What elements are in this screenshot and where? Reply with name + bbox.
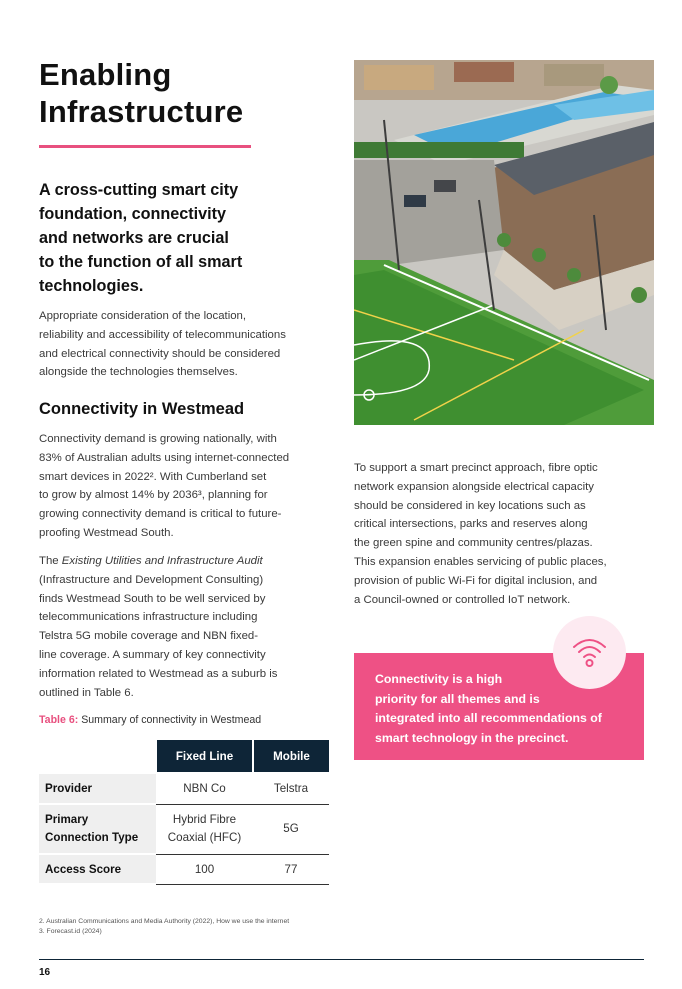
cell-score-mobile: 77: [253, 854, 329, 884]
audit-title: Existing Utilities and Infrastructure Audit: [61, 555, 263, 567]
cell-provider-mobile: Telstra: [253, 774, 329, 804]
connectivity-table: [39, 740, 329, 885]
aerial-photo: [354, 60, 654, 425]
row-label-access-score: Access Score: [39, 854, 156, 884]
connectivity-paragraph: Connectivity demand is growing nationally, with 83% of Australian adults using internet-connected smart devices in 2022². With Cumberland set to grow by almost 14% by 2036³, planning for growing connectivity demand is critical to future- proofing Westmead South.: [39, 433, 290, 539]
header-fixed-line: Fixed Line: [156, 740, 253, 772]
row-label-provider: Provider: [39, 774, 156, 804]
cell-provider-fixed: NBN Co: [156, 774, 253, 804]
page-title: [39, 56, 329, 130]
callout-text: Connectivity is a high priority for all themes and is integrated into all recommendations of smart technology in the precinct.: [375, 672, 602, 745]
table-row: [39, 804, 329, 854]
cell-connection-mobile: 5G: [253, 804, 329, 854]
footer-rule: [39, 959, 644, 960]
title-underline: [39, 145, 251, 148]
wifi-icon: [571, 634, 608, 671]
cell-connection-fixed: Hybrid Fibre Coaxial (HFC): [156, 804, 253, 854]
callout-icon-circle: [553, 616, 626, 689]
lead-statement: A cross-cutting smart city foundation, connectivity and networks are crucial to the function of all smart technologies.: [39, 181, 243, 295]
intro-paragraph: Appropriate consideration of the location, reliability and accessibility of telecommunications and electrical connectivity should be considered alongside the technologies themselves.: [39, 310, 286, 379]
footnotes: 2. Australian Communications and Media Authority (2022), How we use the internet 3. Forecast.id (2024): [39, 918, 290, 935]
table-corner: [39, 740, 156, 772]
table-caption: Table 6: Summary of connectivity in Westmead: [39, 714, 262, 726]
page-title-line-1: Enabling: [39, 57, 172, 92]
header-mobile: Mobile: [253, 740, 329, 772]
section-heading: Connectivity in Westmead: [39, 400, 245, 418]
fibre-paragraph: To support a smart precinct approach, fibre optic network expansion alongside electrical capacity should be considered in key locations such as critical intersections, parks and reserves along the green spine and community centres/plazas. This expansion enables servicing of public places, provision of public Wi-Fi for digital inclusion, and a Council-owned or controlled IoT network.: [354, 462, 607, 606]
row-label-connection-type: Primary Connection Type: [39, 804, 156, 854]
table-row: [39, 854, 329, 884]
table-row: [39, 774, 329, 804]
page-title-line-2: Infrastructure: [39, 94, 244, 129]
cell-score-fixed: 100: [156, 854, 253, 884]
audit-paragraph: The Existing Utilities and Infrastructure Audit (Infrastructure and Development Consulting) finds Westmead South to be well serviced by telecommunications infrastructure including Telstra 5G mobile coverage and NBN fixed- line coverage. A summary of key connectivity information related to Westmead as a suburb is outlined in Table 6.: [39, 555, 278, 699]
page-number: 16: [39, 967, 51, 978]
